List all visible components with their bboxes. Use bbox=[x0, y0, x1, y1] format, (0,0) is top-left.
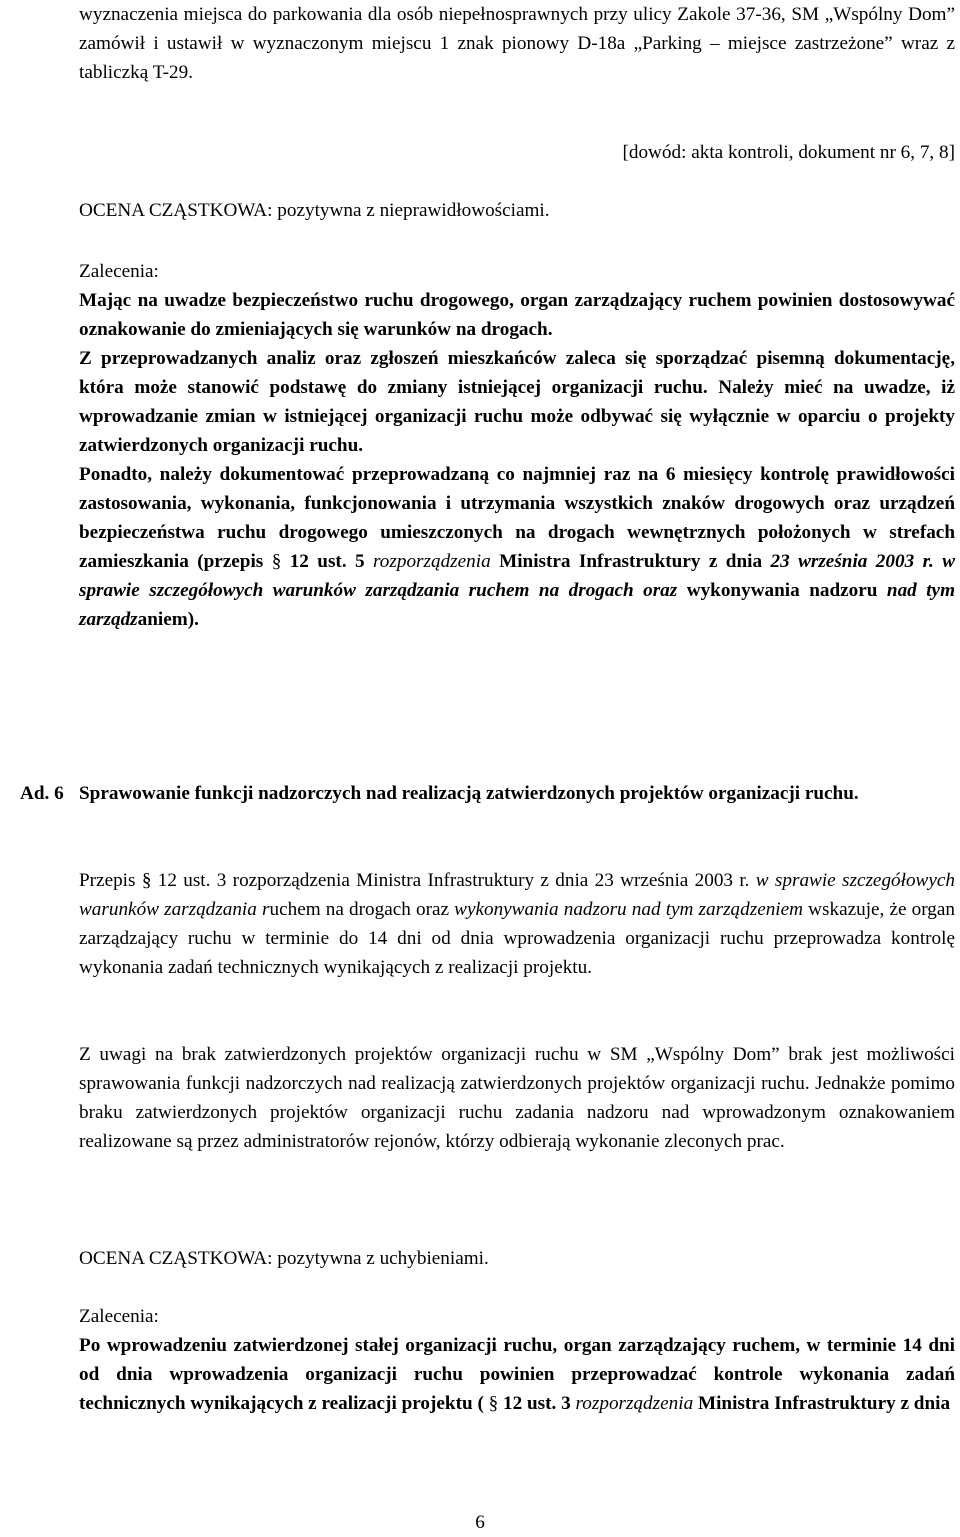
recommendation-paragraph: Z przeprowadzanych analiz oraz zgłoszeń mieszkańców zaleca się sporządzać pisemną dokumentację, która może stanowić podstawę do zmiany istniejącej organizacji ruchu. Należy mieć na uwadze, iż wprowadzanie zmian w istniejącej organizacji ruchu może odbywać się wyłącznie w oparciu o projekty zatwierdzonych organizacji ruchu. bbox=[79, 348, 955, 456]
page-number: 6 bbox=[475, 1512, 485, 1533]
recommendations-heading-1: Zalecenia: bbox=[79, 261, 159, 282]
recommendations-heading-2: Zalecenia: bbox=[79, 1306, 159, 1327]
top-paragraph: wyznaczenia miejsca do parkowania dla osób niepełnosprawnych przy ulicy Zakole 37-36, SM „Wspólny Dom” zamówił i ustawił w wyznaczonym miejscu 1 znak pionowy D-18a „Parking – miejsce zastrzeżone” wraz z tabliczką T-29. bbox=[79, 4, 955, 83]
recommendations-body-2: Po wprowadzeniu zatwierdzonej stałej organizacji ruchu, organ zarządzający ruchem, w terminie 14 dni od dnia wprowadzenia organizacji ruchu powinien przeprowadzać kontrole wykonania zadań technicznych wynikających z realizacji projektu ( § 12 ust. 3 rozporządzenia Ministra Infrastruktury z dnia bbox=[79, 1335, 955, 1414]
partial-assessment-2: OCENA CZĄSTKOWA: pozytywna z uchybieniami. bbox=[79, 1248, 489, 1269]
evidence-note: [dowód: akta kontroli, dokument nr 6, 7, 8] bbox=[622, 142, 955, 163]
section-paragraph-1: Przepis § 12 ust. 3 rozporządzenia Ministra Infrastruktury z dnia 23 września 2003 r. w sprawie szczegółowych warunków zarządzania ruchem na drogach oraz wykonywania nadzoru nad tym zarządzeniem wskazuje, że organ zarządzający ruchu w terminie do 14 dni od dnia wprowadzenia organizacji ruchu przeprowadza kontrolę wykonania zadań technicznych wynikających z realizacji projektu. bbox=[79, 870, 956, 978]
recommendation-paragraph: Mając na uwadze bezpieczeństwo ruchu drogowego, organ zarządzający ruchem powinien dostosowywać oznakowanie do zmieniających się warunków na drogach. bbox=[79, 290, 955, 340]
partial-assessment-1: OCENA CZĄSTKOWA: pozytywna z nieprawidłowościami. bbox=[79, 200, 550, 221]
section-paragraph-2: Z uwagi na brak zatwierdzonych projektów organizacji ruchu w SM „Wspólny Dom” brak jest możliwości sprawowania funkcji nadzorczych nad realizacją zatwierdzonych projektów organizacji ruchu. Jednakże pomimo braku zatwierdzonych projektów organizacji ruchu zadania nadzoru nad wprowadzonym oznakowaniem realizowane są przez administratorów rejonów, którzy odbierają wykonanie zleconych prac. bbox=[79, 1044, 955, 1152]
section-number: Ad. 6 bbox=[20, 783, 64, 804]
recommendation-paragraph: Ponadto, należy dokumentować przeprowadzaną co najmniej raz na 6 miesięcy kontrolę prawidłowości zastosowania, wykonania, funkcjonowania i utrzymania wszystkich znaków drogowych oraz urządzeń bezpieczeństwa ruchu drogowego umieszczonych na drogach wewnętrznych położonych w strefach zamieszkania (przepis § 12 ust. 5 rozporządzenia Ministra Infrastruktury z dnia 23 września 2003 r. w sprawie szczegółowych warunków zarządzania ruchem na drogach oraz wykonywania nadzoru nad tym zarządzaniem). bbox=[79, 464, 955, 630]
section-title: Sprawowanie funkcji nadzorczych nad realizacją zatwierdzonych projektów organizacji ruchu. bbox=[79, 783, 859, 804]
recommendations-body-1 bbox=[79, 286, 955, 634]
